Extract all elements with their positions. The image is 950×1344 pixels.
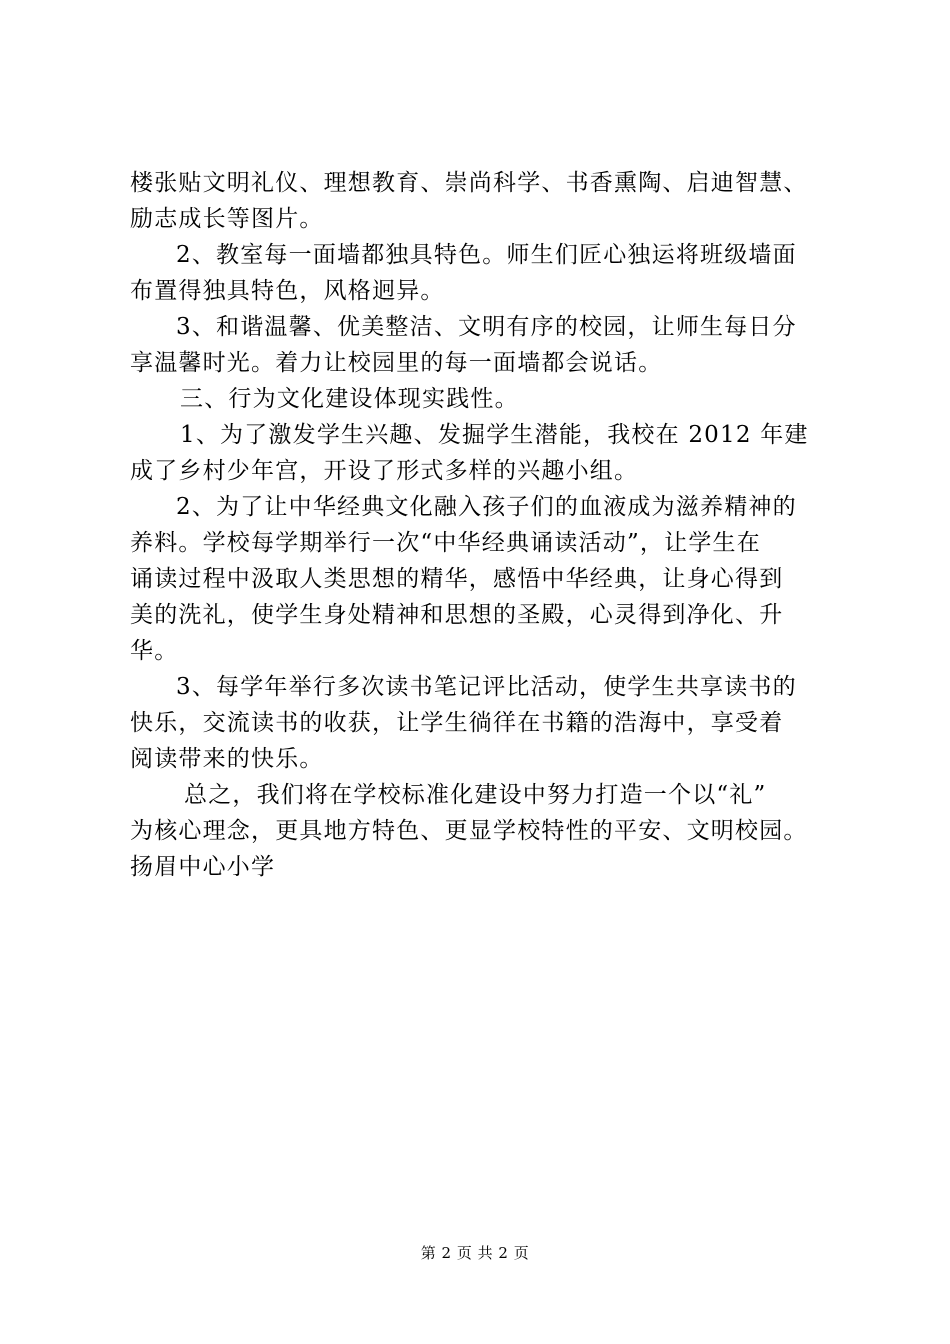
text-line: 2、为了让中华经典文化融入孩子们的血液成为滋养精神的 bbox=[176, 494, 797, 520]
section-heading: 三、行为文化建设体现实践性。 bbox=[180, 386, 519, 412]
page-number: 第 2 页 共 2 页 bbox=[420, 1244, 530, 1262]
text-line: 励志成长等图片。 bbox=[130, 206, 324, 232]
document-body bbox=[130, 165, 830, 885]
text-line: 享温馨时光。着力让校园里的每一面墙都会说话。 bbox=[130, 350, 663, 376]
text-line: 养料。学校每学期举行一次“中华经典诵读活动”，让学生在 bbox=[130, 530, 761, 556]
text-line: 为核心理念，更具地方特色、更显学校特性的平安、文明校园。 bbox=[130, 818, 808, 844]
text-line: 3、和谐温馨、优美整洁、文明有序的校园，让师生每日分 bbox=[176, 314, 797, 340]
text-line: 总之，我们将在学校标准化建设中努力打造一个以“礼” bbox=[184, 782, 767, 808]
text-line: 楼张贴文明礼仪、理想教育、崇尚科学、书香熏陶、启迪智慧、 bbox=[130, 170, 808, 196]
text-line: 3、每学年举行多次读书笔记评比活动，使学生共享读书的 bbox=[176, 674, 797, 700]
text-line: 布置得独具特色，风格迥异。 bbox=[130, 278, 445, 304]
text-line: 美的洗礼，使学生身处精神和思想的圣殿，心灵得到净化、升 bbox=[130, 602, 784, 628]
text-line: 1、为了激发学生兴趣、发掘学生潜能，我校在 2012 年建 bbox=[180, 422, 809, 448]
signature-line: 扬眉中心小学 bbox=[130, 854, 276, 880]
text-line: 快乐，交流读书的收获，让学生徜徉在书籍的浩海中，享受着 bbox=[130, 710, 784, 736]
text-line: 阅读带来的快乐。 bbox=[130, 746, 324, 772]
text-line: 2、教室每一面墙都独具特色。师生们匠心独运将班级墙面 bbox=[176, 242, 797, 268]
text-line: 华。 bbox=[130, 638, 179, 664]
text-line: 成了乡村少年宫，开设了形式多样的兴趣小组。 bbox=[130, 458, 639, 484]
text-line: 诵读过程中汲取人类思想的精华，感悟中华经典，让身心得到 bbox=[130, 566, 784, 592]
